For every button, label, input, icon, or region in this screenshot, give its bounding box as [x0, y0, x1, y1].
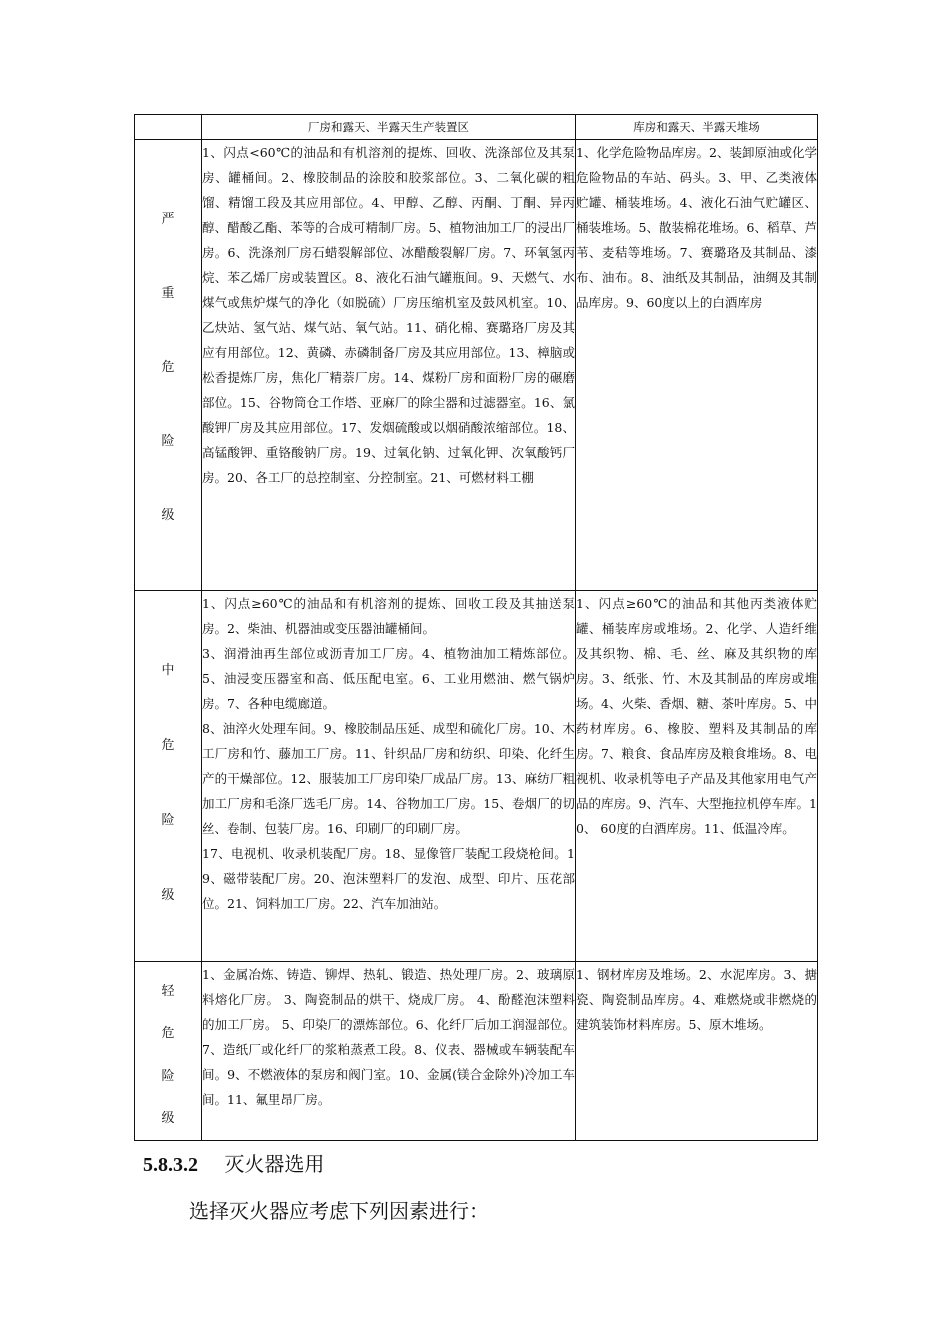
storage-cell-light	[576, 962, 818, 1141]
factory-text: 17、电视机、收录机装配厂房。18、显像管厂装配工段烧枪间。19、磁带装配厂房。20、泡沫塑料厂的发泡、成型、印片、压花部位。21、饲料加工厂房。22、汽车加油站。	[202, 846, 575, 911]
level-char: 中	[161, 663, 175, 678]
factory-cell-medium	[202, 591, 576, 962]
level-cell-severe	[135, 140, 202, 591]
level-cell-medium	[135, 591, 202, 962]
section-heading	[143, 1148, 324, 1177]
factory-text: 3、润滑油再生部位或沥青加工厂房。4、植物油加工精炼部位。5、油浸变压器室和高、低压配电室。6、工业用燃油、燃气锅炉房。7、各种电缆廊道。	[202, 646, 575, 711]
factory-text: 1、闪点≥60℃的油品和有机溶剂的提炼、回收工段及其抽送泵房。2、柴油、机器油或变压器油罐桶间。	[202, 596, 575, 636]
factory-text: 1、金属冶炼、铸造、铆焊、热轧、锻造、热处理厂房。2、玻璃原料熔化厂房。 3、陶瓷制品的烘干、烧成厂房。 4、酚醛泡沫塑料的加工厂房。 5、印染厂的漂炼部位。6、化纤厂后加工润湿部位。7、造纸厂或化纤厂的浆粕蒸煮工段。8、仪表、器械或车辆装配车间。9、不燃液体的泵房和阀门室。10、金属(镁合金除外)冷加工车间。11、氟里昂厂房。	[202, 967, 575, 1107]
header-factory: 厂房和露天、半露天生产装置区	[202, 115, 576, 140]
body-paragraph: 选择灭火器应考虑下列因素进行：	[189, 1199, 489, 1223]
storage-cell-medium	[576, 591, 818, 962]
table-row-light	[135, 962, 818, 1141]
factory-cell-light	[202, 962, 576, 1141]
level-char: 险	[161, 1068, 175, 1084]
section-number: 5.8.3.2	[143, 1154, 198, 1176]
level-char: 险	[161, 433, 175, 449]
level-char: 级	[161, 507, 175, 523]
factory-cell-severe	[202, 140, 576, 591]
level-char: 危	[161, 1026, 175, 1042]
header-storage: 库房和露天、半露天堆场	[576, 115, 818, 140]
level-char: 险	[161, 813, 175, 828]
level-char: 严	[161, 211, 175, 227]
storage-text: 1、钢材库房及堆场。2、水泥库房。3、搪瓷、陶瓷制品库房。4、难燃烧或非燃烧的建筑装饰材料库房。5、原木堆场。	[576, 967, 817, 1032]
storage-text: 1、化学危险物品库房。2、装卸原油或化学危险物品的车站、码头。3、甲、乙类液体贮罐、桶装堆场。4、液化石油气贮罐区、桶装堆场。5、散装棉花堆场。6、稻草、芦苇、麦秸等堆场。7、赛璐珞及其制品、漆布、油布。8、油纸及其制品，油绸及其制品库房。9、60度以上的白酒库房	[576, 145, 817, 310]
level-char: 重	[161, 285, 175, 301]
storage-cell-severe	[576, 140, 818, 591]
hazard-classification-table	[134, 114, 818, 1141]
table-row-medium	[135, 591, 818, 962]
table-row-severe	[135, 140, 818, 591]
table-header-row	[135, 115, 818, 140]
header-level	[135, 115, 202, 140]
factory-text: 8、油淬火处理车间。9、橡胶制品压延、成型和硫化厂房。10、木工厂房和竹、藤加工厂房。11、针织品厂房和纺织、印染、化纤生产的干燥部位。12、服装加工厂房印染厂成品厂房。13、麻纺厂粗加工厂房和毛涤厂选毛厂房。14、谷物加工厂房。15、卷烟厂的切丝、卷制、包装厂房。16、印刷厂的印刷厂房。	[202, 721, 575, 836]
level-cell-light	[135, 962, 202, 1141]
level-char: 轻	[161, 983, 175, 999]
level-char: 级	[161, 888, 175, 903]
storage-text: 1、闪点≥60℃的油品和其他丙类液体贮罐、桶装库房或堆场。2、化学、人造纤维及其织物、棉、毛、丝、麻及其织物的库房。3、纸张、竹、木及其制品的库房或堆场。4、火柴、香烟、糖、茶叶库房。5、中药材库房。6、橡胶、塑料及其制品的库房。7、粮食、食品库房及粮食堆场。8、电视机、收录机等电子产品及其他家用电气产品的库房。9、汽车、大型拖拉机停车库。10、 60度的白酒库房。11、低温冷库。	[576, 596, 817, 836]
level-char: 危	[161, 359, 175, 375]
section-title: 灭火器选用	[224, 1152, 325, 1176]
level-char: 危	[161, 738, 175, 753]
factory-text: 1、闪点<60℃的油品和有机溶剂的提炼、回收、洗涤部位及其泵房、罐桶间。2、橡胶制品的涂胶和胶浆部位。3、二氧化碳的粗馏、精馏工段及其应用部位。4、甲醇、乙醇、丙酮、丁酮、异丙醇、醋酸乙酯、苯等的合成可精制厂房。5、植物油加工厂的浸出厂房。6、洗涤剂厂房石蜡裂解部位、冰醋酸裂解厂房。7、环氧氢丙烷、苯乙烯厂房或装置区。8、液化石油气罐瓶间。9、天燃气、水煤气或焦炉煤气的净化（如脱硫）厂房压缩机室及鼓风机室。10、乙炔站、氢气站、煤气站、氧气站。11、硝化棉、赛璐珞厂房及其应有用部位。12、黄磷、赤磷制备厂房及其应用部位。13、樟脑或松香提炼厂房，焦化厂精萘厂房。14、煤粉厂房和面粉厂房的碾磨部位。15、谷物筒仓工作塔、亚麻厂的除尘器和过滤器室。16、氯酸钾厂房及其应用部位。17、发烟硫酸或以烟硝酸浓缩部位。18、高锰酸钾、重铬酸钠厂房。19、过氧化钠、过氧化钾、次氧酸钙厂房。20、各工厂的总控制室、分控制室。21、可燃材料工棚	[202, 145, 575, 485]
level-char: 级	[161, 1111, 175, 1127]
